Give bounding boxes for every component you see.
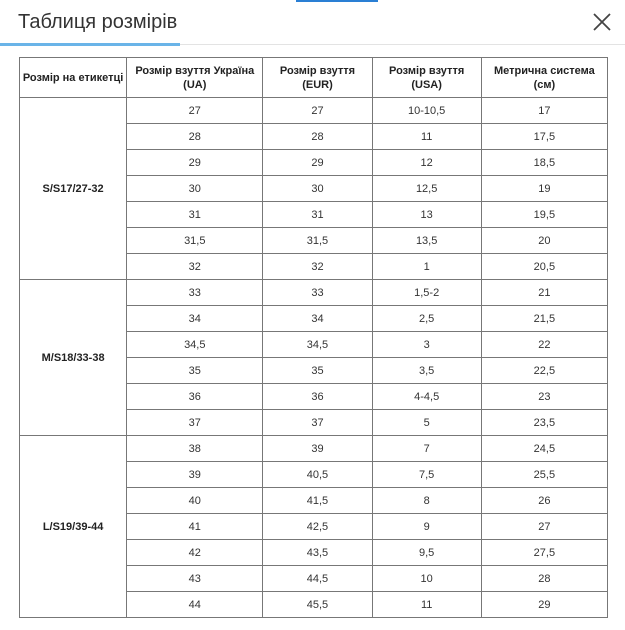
cell-usa: 3,5 xyxy=(372,358,481,384)
cell-ua: 29 xyxy=(127,150,263,176)
dialog-header xyxy=(0,0,625,46)
column-header-cm: Метрична система (см) xyxy=(481,58,607,98)
cell-cm: 27 xyxy=(481,514,607,540)
cell-ua: 39 xyxy=(127,462,263,488)
cell-usa: 4-4,5 xyxy=(372,384,481,410)
table-row xyxy=(20,98,608,124)
cell-ua: 44 xyxy=(127,592,263,618)
cell-cm: 26 xyxy=(481,488,607,514)
cell-ua: 41 xyxy=(127,514,263,540)
cell-ua: 30 xyxy=(127,176,263,202)
cell-cm: 17,5 xyxy=(481,124,607,150)
cell-usa: 3 xyxy=(372,332,481,358)
cell-usa: 1 xyxy=(372,254,481,280)
cell-cm: 25,5 xyxy=(481,462,607,488)
column-header-ua: Розмір взуття Україна (UA) xyxy=(127,58,263,98)
cell-usa: 5 xyxy=(372,410,481,436)
cell-usa: 1,5-2 xyxy=(372,280,481,306)
title-underline xyxy=(0,43,180,46)
cell-usa: 8 xyxy=(372,488,481,514)
cell-eur: 43,5 xyxy=(263,540,372,566)
cell-usa: 9 xyxy=(372,514,481,540)
cell-usa: 10-10,5 xyxy=(372,98,481,124)
cell-ua: 32 xyxy=(127,254,263,280)
cell-ua: 31 xyxy=(127,202,263,228)
cell-ua: 28 xyxy=(127,124,263,150)
cell-eur: 36 xyxy=(263,384,372,410)
cell-cm: 22 xyxy=(481,332,607,358)
cell-cm: 17 xyxy=(481,98,607,124)
cell-eur: 29 xyxy=(263,150,372,176)
cell-cm: 18,5 xyxy=(481,150,607,176)
cell-eur: 34 xyxy=(263,306,372,332)
cell-usa: 13 xyxy=(372,202,481,228)
cell-cm: 19 xyxy=(481,176,607,202)
cell-usa: 12 xyxy=(372,150,481,176)
cell-cm: 23,5 xyxy=(481,410,607,436)
cell-cm: 28 xyxy=(481,566,607,592)
cell-eur: 34,5 xyxy=(263,332,372,358)
table-header-row xyxy=(20,58,608,98)
cell-eur: 41,5 xyxy=(263,488,372,514)
cell-eur: 31,5 xyxy=(263,228,372,254)
cell-eur: 30 xyxy=(263,176,372,202)
cell-ua: 42 xyxy=(127,540,263,566)
cell-usa: 7,5 xyxy=(372,462,481,488)
cell-eur: 42,5 xyxy=(263,514,372,540)
cell-cm: 24,5 xyxy=(481,436,607,462)
cell-eur: 31 xyxy=(263,202,372,228)
close-button[interactable] xyxy=(590,10,614,34)
cell-eur: 37 xyxy=(263,410,372,436)
cell-cm: 21 xyxy=(481,280,607,306)
size-label-cell: M/S18/33-38 xyxy=(20,280,127,436)
dialog-title: Таблиця розмірів xyxy=(18,11,178,33)
cell-cm: 22,5 xyxy=(481,358,607,384)
cell-cm: 27,5 xyxy=(481,540,607,566)
cell-cm: 20 xyxy=(481,228,607,254)
cell-ua: 34 xyxy=(127,306,263,332)
cell-ua: 36 xyxy=(127,384,263,410)
cell-usa: 12,5 xyxy=(372,176,481,202)
cell-ua: 27 xyxy=(127,98,263,124)
cell-ua: 31,5 xyxy=(127,228,263,254)
cell-ua: 34,5 xyxy=(127,332,263,358)
cell-usa: 11 xyxy=(372,592,481,618)
size-table xyxy=(19,57,608,618)
cell-cm: 21,5 xyxy=(481,306,607,332)
cell-eur: 35 xyxy=(263,358,372,384)
cell-eur: 39 xyxy=(263,436,372,462)
cell-ua: 38 xyxy=(127,436,263,462)
table-row xyxy=(20,280,608,306)
table-row xyxy=(20,436,608,462)
table-body xyxy=(20,98,608,618)
cell-ua: 35 xyxy=(127,358,263,384)
cell-cm: 20,5 xyxy=(481,254,607,280)
cell-eur: 33 xyxy=(263,280,372,306)
size-label-cell: S/S17/27-32 xyxy=(20,98,127,280)
cell-eur: 45,5 xyxy=(263,592,372,618)
cell-usa: 13,5 xyxy=(372,228,481,254)
cell-ua: 33 xyxy=(127,280,263,306)
cell-usa: 2,5 xyxy=(372,306,481,332)
cell-cm: 23 xyxy=(481,384,607,410)
cell-usa: 9,5 xyxy=(372,540,481,566)
cell-eur: 40,5 xyxy=(263,462,372,488)
cell-ua: 43 xyxy=(127,566,263,592)
cell-ua: 40 xyxy=(127,488,263,514)
cell-eur: 44,5 xyxy=(263,566,372,592)
cell-ua: 37 xyxy=(127,410,263,436)
cell-eur: 28 xyxy=(263,124,372,150)
cell-usa: 10 xyxy=(372,566,481,592)
column-header-usa: Розмір взуття (USA) xyxy=(372,58,481,98)
cell-eur: 32 xyxy=(263,254,372,280)
cell-eur: 27 xyxy=(263,98,372,124)
cell-usa: 11 xyxy=(372,124,481,150)
column-header-eur: Розмір взуття (EUR) xyxy=(263,58,372,98)
cell-cm: 29 xyxy=(481,592,607,618)
size-label-cell: L/S19/39-44 xyxy=(20,436,127,618)
close-icon xyxy=(590,10,614,34)
cell-cm: 19,5 xyxy=(481,202,607,228)
cell-usa: 7 xyxy=(372,436,481,462)
column-header-label: Розмір на етикетці xyxy=(20,58,127,98)
